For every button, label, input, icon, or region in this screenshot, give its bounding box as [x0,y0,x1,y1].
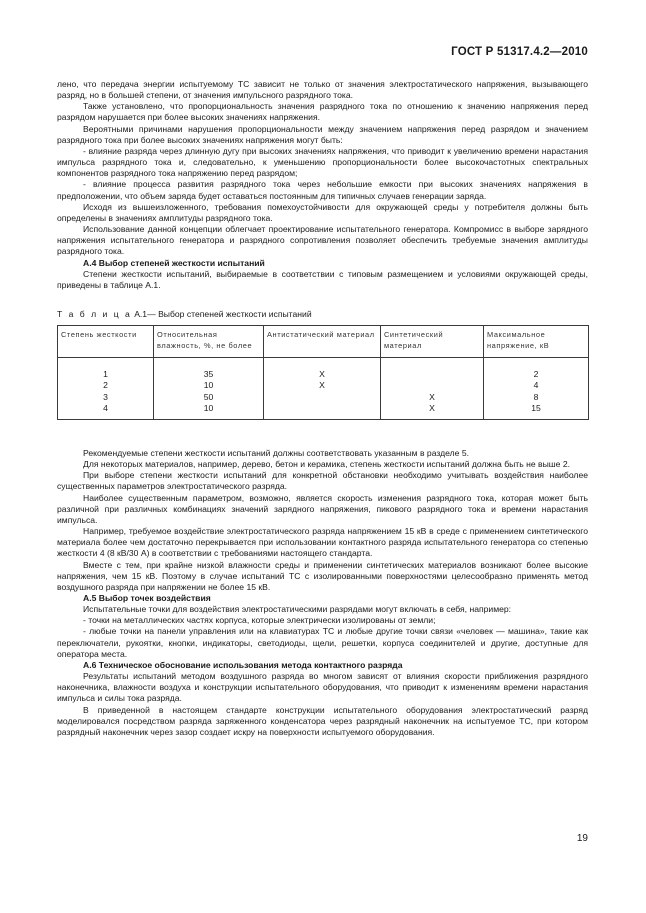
table-cell [264,392,381,403]
table-cell [381,358,484,381]
paragraph: В приведенной в настоящем стандарте конструкции испытательного оборудования электростатический разряд моделировался посредством разряда заряженного конденсатора через разрядный наконечник на испытуемое ТС, при котором разрядный наконечник через зазор создает искру на поверхности испытуемого оборудования. [57,704,588,737]
paragraph: Испытательные точки для воздействия электростатическими разрядами могут включать в себя, например: [83,604,512,615]
bottom-paragraphs [57,448,588,738]
section-heading: А.6 Техническое обоснование использования метода контактного разряда [83,659,403,670]
paragraph: Рекомендуемые степени жесткости испытаний должны соответствовать указанным в разделе 5. [83,447,469,458]
table-header-row [58,326,589,358]
table-header-cell: Относительная влажность, %, не более [154,326,264,358]
list-item: - точки на металлических частях корпуса, которые электрически изолированы от земли; [83,615,436,626]
table-cell: 3 [58,392,154,403]
table-cell: 8 [484,392,589,403]
page-content [57,79,588,738]
list-item: - любые точки на панели управления или на клавиатурах ТС и любые другие точки связи «человек — машина», такие как переключатели, рукоятки, кнопки, индикаторы, светодиоды, щели, решетки, корпуса соединителей и другие, доступные для оператора места. [57,626,588,659]
table-caption [57,309,588,320]
table-cell: X [381,403,484,420]
paragraph: Вместе с тем, при крайне низкой влажности среды и применении синтетических материалов возникают более высокие напряжения, чем 15 кВ. Поэтому в случае испытаний ТС с изолированными поверхностями целесообразно применять метод воздушного разряда при напряжении не более 15 кВ. [57,559,588,592]
table-cell: 4 [58,403,154,420]
table-row [58,392,589,403]
section-heading: А.5 Выбор точек воздействия [83,592,211,603]
paragraph: При выборе степени жесткости испытаний для конкретной обстановки необходимо учитывать воздействия наиболее существенных параметров электростатического разряда. [57,470,588,492]
table-cell [264,403,381,420]
paragraph: Для некоторых материалов, например, дерево, бетон и керамика, степень жесткости испытаний должна быть не выше 2. [83,459,570,470]
table-cell [381,380,484,391]
table-cell: 10 [154,403,264,420]
table-header-cell: Синтетический материал [381,326,484,358]
table-cell: 4 [484,380,589,391]
paragraph: Исходя из вышеизложенного, требования помехоустойчивости для окружающей среды у потребителя должны быть определены в значениях амплитуды разрядного тока. [57,201,588,223]
paragraph: Использование данной концепции облегчает проектирование испытательного генератора. Компромисс в выборе зарядного напряжения испытательного генератора и разрядного сопротивления позволяет обеспечить требуемые значения амплитуды разрядного тока. [57,224,588,257]
table-caption-prefix: Т а б л и ц а [57,308,132,319]
severity-table [57,325,589,420]
paragraph: Наиболее существенным параметром, возможно, является скорость изменения разрядного тока, которая может быть различной при различных комбинациях значений зарядного напряжения, пикового разрядного тока и времени нарастания импульса. [57,492,588,525]
paragraph: Например, требуемое воздействие электростатического разряда напряжением 15 кВ в среде с применением синтетического материала более чем достаточно перекрывается при использовании контактного разряда испытательного генератора со степенью жесткости 4 (8 кВ/30 А) в соответствии с требованиями настоящего стандарта. [57,526,588,559]
section-heading: А.4 Выбор степеней жесткости испытаний [83,257,265,268]
paragraph: Результаты испытаний методом воздушного разряда во многом зависят от влияния скорости приближения разрядного наконечника, влажности воздуха и конструкции испытательного оборудования, что приводит к изменениям времени нарастания импульса и силы тока разряда. [57,671,588,704]
table-caption-title: А.1— Выбор степеней жесткости испытаний [134,308,312,319]
top-paragraphs [57,79,588,291]
table-cell: 1 [58,358,154,381]
table-cell: X [264,380,381,391]
paragraph: Степени жесткости испытаний, выбираемые в соответствии с типовым размещением и условиями окружающей среды, приведены в таблице А.1. [57,268,588,290]
table-header-cell: Степень жесткости [58,326,154,358]
table-header-cell: Максимальное напряжение, кВ [484,326,589,358]
table-cell: 2 [484,358,589,381]
table-cell: 2 [58,380,154,391]
paragraph: Вероятными причинами нарушения пропорциональности между значением напряжения перед разрядом и значением разрядного тока при более высоких значениях напряжения могут быть: [57,123,588,145]
table-row [58,380,589,391]
document-header: ГОСТ Р 51317.4.2—2010 [451,46,588,58]
paragraph: Также установлено, что пропорциональность значения разрядного тока по отношению к значению напряжения перед разрядом нарушается при более высоких значениях напряжения. [57,101,588,123]
table-cell: X [264,358,381,381]
table-row [58,358,589,381]
table-row [58,403,589,420]
table-cell: 10 [154,380,264,391]
table-cell: X [381,392,484,403]
table-cell: 35 [154,358,264,381]
page-number: 19 [576,833,588,844]
paragraph: лено, что передача энергии испытуемому ТС зависит не только от значения электростатического напряжения, вызывающего разряд, но в большей степени, от значения импульсного разрядного тока. [57,79,588,101]
paragraph: - влияние процесса развития разрядного тока через небольшие емкости при высоких значениях напряжения в предположении, что объем заряда будет оставаться постоянным для типичных случаев генерации заряда. [57,179,588,201]
paragraph: - влияние разряда через длинную дугу при высоких значениях напряжения, что приводит к увеличению времени нарастания импульса разрядного тока и, следовательно, к уменьшению пропорциональности более высокочастотных спектральных компонентов разрядного тока напряжению перед разрядом; [57,145,588,179]
table-cell: 50 [154,392,264,403]
table-header-cell: Антистатический материал [264,326,381,358]
table-cell: 15 [484,403,589,420]
